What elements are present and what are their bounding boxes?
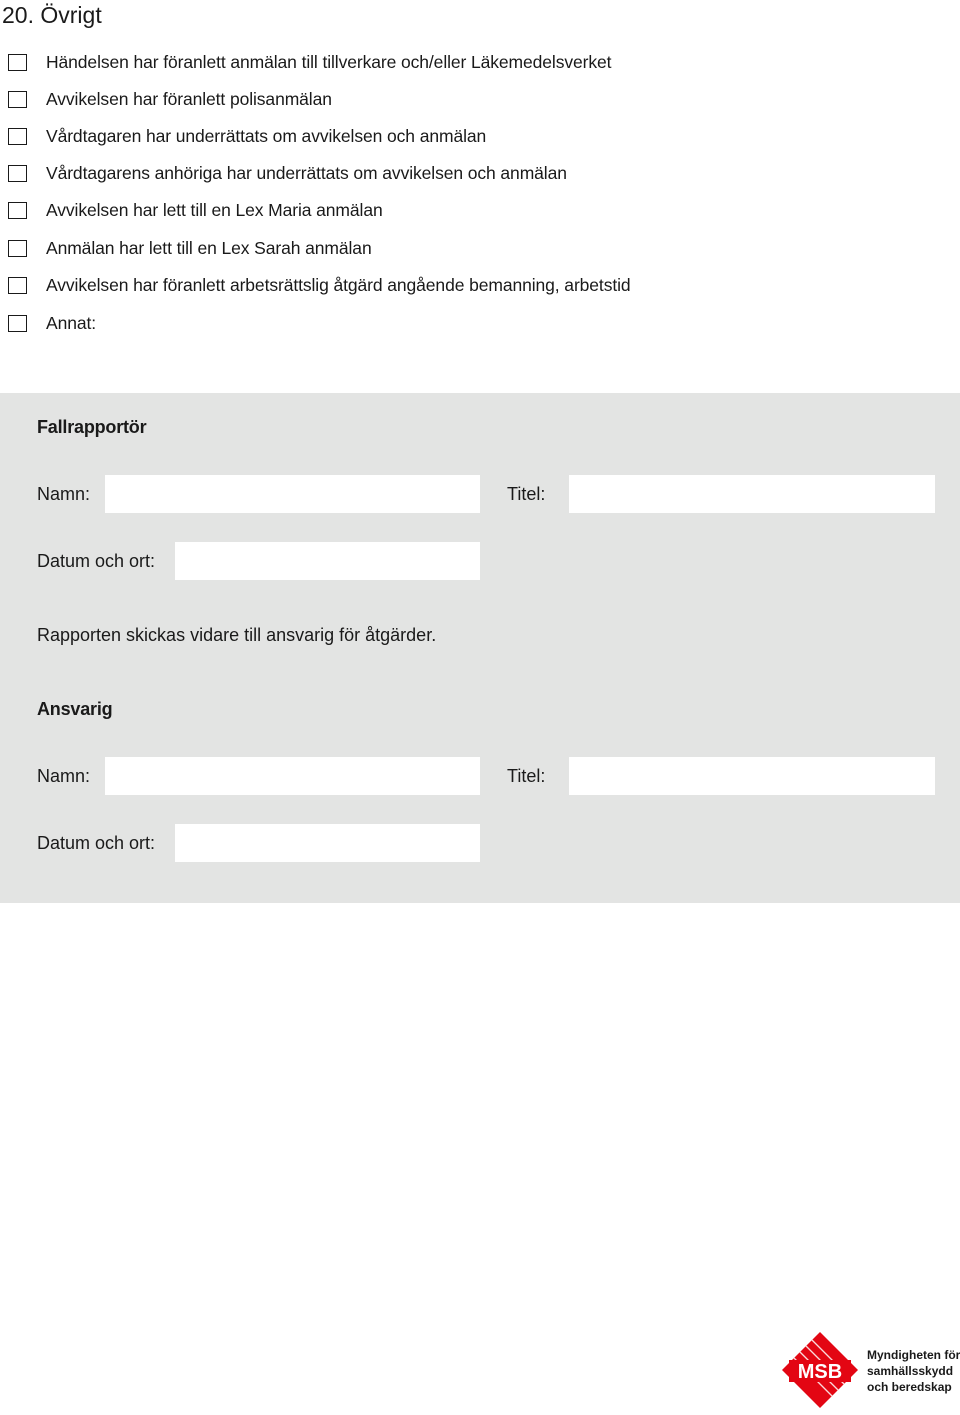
- checkbox-label: Avvikelsen har föranlett arbetsrättslig åtgärd angående bemanning, arbetstid: [46, 275, 631, 295]
- responsible-name-label: Namn:: [37, 766, 91, 786]
- reporter-date-label: Datum och ort:: [37, 551, 156, 571]
- checkbox-label: Annat:: [46, 313, 96, 333]
- logo-text: [867, 1347, 960, 1395]
- checkbox-label: Avvikelsen har föranlett polisanmälan: [46, 89, 332, 109]
- reporter-title-label: Titel:: [507, 484, 546, 504]
- checkbox[interactable]: [8, 277, 27, 294]
- reporter-title-field[interactable]: [569, 475, 935, 513]
- logo-line: Myndigheten för: [867, 1348, 960, 1362]
- reporter-heading: Fallrapportör: [37, 417, 147, 437]
- reporter-name-field[interactable]: [105, 475, 480, 513]
- forward-note: Rapporten skickas vidare till ansvarig för åtgärder.: [37, 625, 437, 645]
- checkbox-row[interactable]: [8, 44, 611, 81]
- checkbox-row[interactable]: [8, 305, 96, 342]
- checkbox[interactable]: [8, 202, 27, 219]
- checkbox[interactable]: [8, 165, 27, 182]
- checkbox[interactable]: [8, 54, 27, 71]
- checkbox-label: Vårdtagaren har underrättats om avvikelsen och anmälan: [46, 126, 487, 146]
- responsible-heading: Ansvarig: [37, 699, 113, 719]
- checkbox[interactable]: [8, 128, 27, 145]
- checkbox-row[interactable]: [8, 118, 486, 155]
- checkbox-label: Anmälan har lett till en Lex Sarah anmälan: [46, 238, 372, 258]
- checkbox[interactable]: [8, 315, 27, 332]
- checkbox-label: Händelsen har föranlett anmälan till tillverkare och/eller Läkemedelsverket: [46, 52, 612, 72]
- logo-line: samhällsskydd: [867, 1364, 954, 1378]
- responsible-date-field[interactable]: [175, 824, 480, 862]
- checkbox-row[interactable]: [8, 230, 372, 267]
- checkbox-row[interactable]: [8, 155, 567, 192]
- checkbox[interactable]: [8, 91, 27, 108]
- signature-panel: [0, 393, 960, 903]
- responsible-name-field[interactable]: [105, 757, 480, 795]
- responsible-title-label: Titel:: [507, 766, 546, 786]
- responsible-title-field[interactable]: [569, 757, 935, 795]
- responsible-date-label: Datum och ort:: [37, 833, 156, 853]
- reporter-date-field[interactable]: [175, 542, 480, 580]
- reporter-name-label: Namn:: [37, 484, 91, 504]
- section-title: 20. Övrigt: [2, 2, 102, 28]
- checkbox-label: Vårdtagarens anhöriga har underrättats om avvikelsen och anmälan: [46, 163, 567, 183]
- checkbox-row[interactable]: [8, 81, 332, 118]
- logo-mark: MSB: [797, 1361, 843, 1383]
- checkbox-row[interactable]: [8, 267, 631, 304]
- checkbox[interactable]: [8, 240, 27, 257]
- checkbox-row[interactable]: [8, 192, 383, 229]
- logo-line: och beredskap: [867, 1380, 952, 1394]
- checkbox-label: Avvikelsen har lett till en Lex Maria anmälan: [46, 200, 383, 220]
